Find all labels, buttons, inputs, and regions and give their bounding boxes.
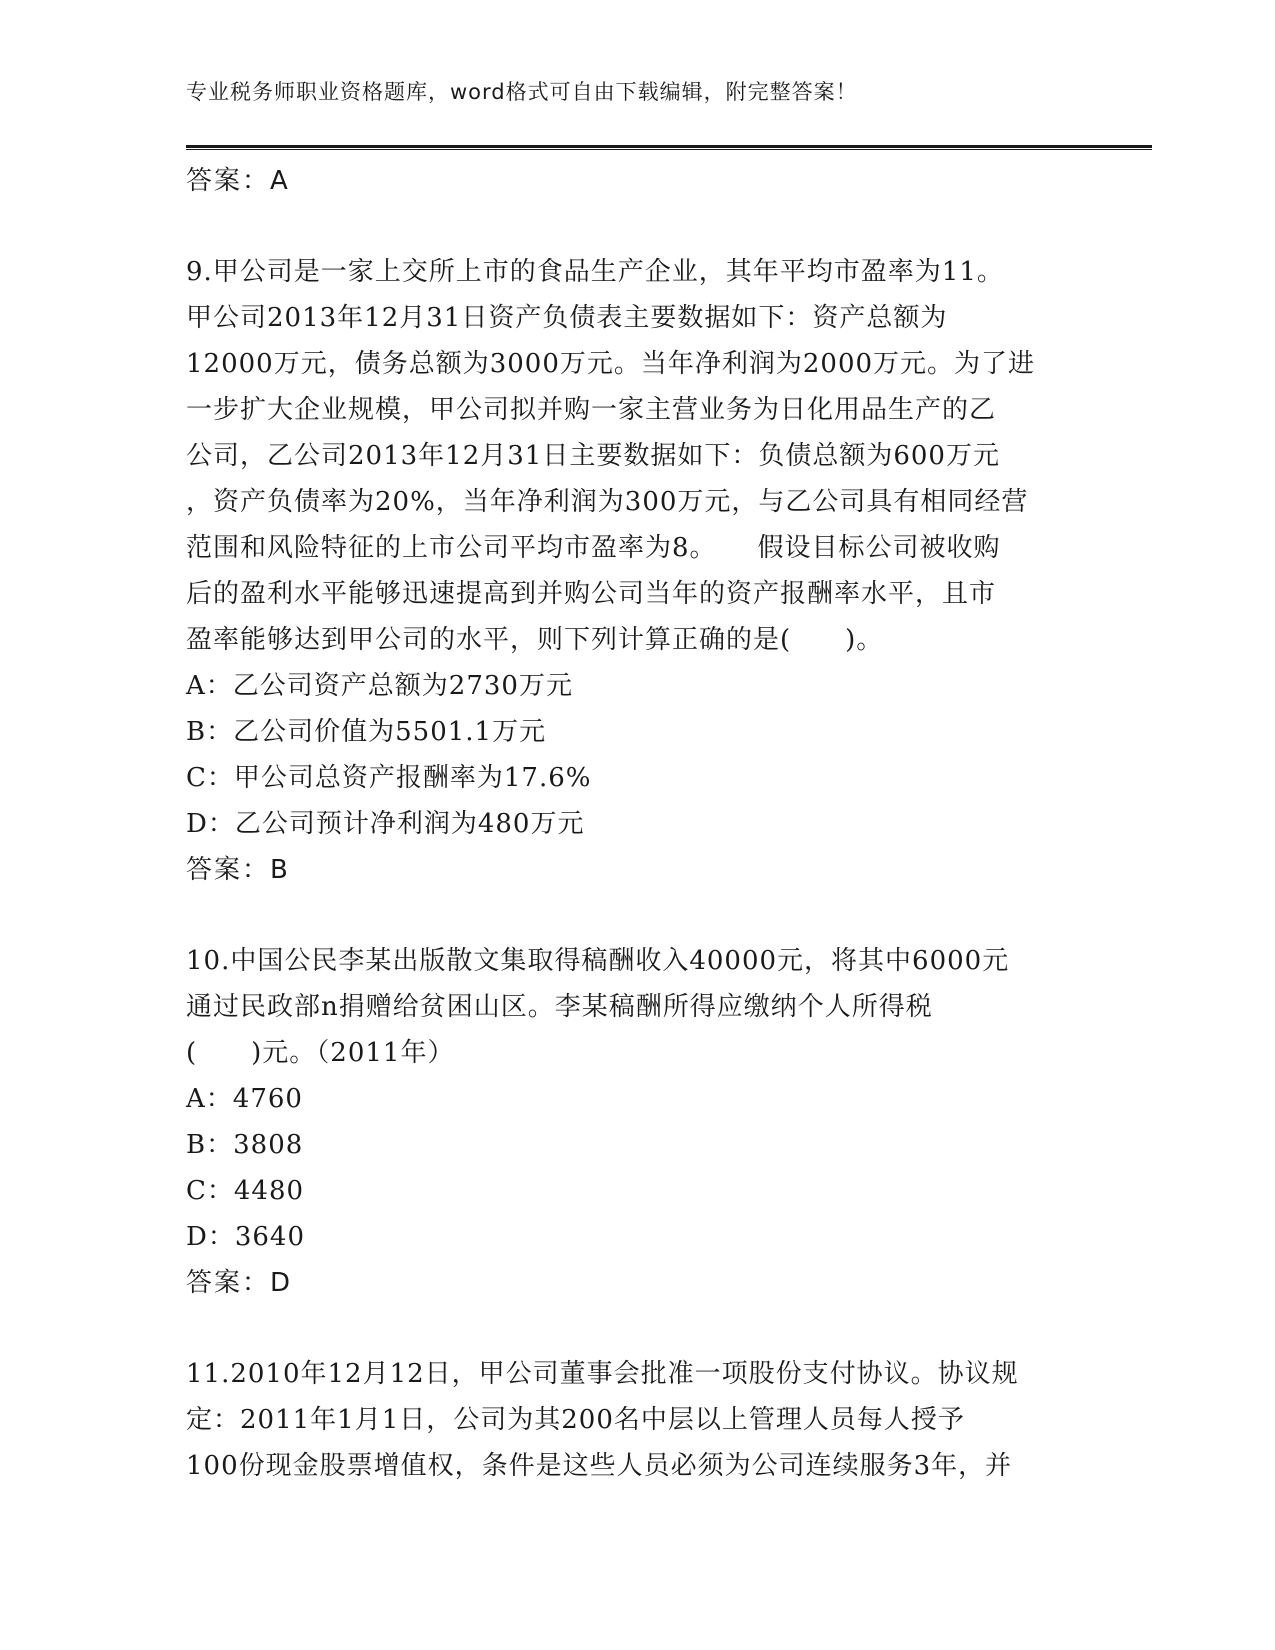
text-line: D：乙公司预计净利润为480万元 [186, 809, 585, 839]
text-line: 一步扩大企业规模，甲公司拟并购一家主营业务为日化用品生产的乙 [186, 395, 997, 425]
paragraph-gap [186, 893, 1086, 938]
text-line: 10.中国公民李某出版散文集取得稿酬收入40000元，将其中6000元 [186, 946, 1010, 976]
answer-line: 答案：B [186, 855, 290, 885]
page-header: 专业税务师职业资格题库，word格式可自由下载编辑，附完整答案！ [186, 80, 858, 104]
text-line: B：3808 [186, 1130, 304, 1160]
text-line: 通过民政部n捐赠给贫困山区。李某稿酬所得应缴纳个人所得税 [186, 992, 933, 1022]
text-line: 100份现金股票增值权，条件是这些人员必须为公司连续服务3年，并 [186, 1451, 1013, 1481]
text-line: B：乙公司价值为5501.1万元 [186, 717, 547, 747]
paragraph-gap [186, 1306, 1086, 1351]
text-line: 12000万元，债务总额为3000万元。当年净利润为2000万元。为了进 [186, 349, 1036, 379]
text-line: A：乙公司资产总额为2730万元 [186, 671, 573, 701]
text-line: A：4760 [186, 1084, 303, 1114]
text-line: 11.2010年12月12日，甲公司董事会批准一项股份支付协议。协议规 [186, 1359, 1019, 1389]
answer-line: 答案：A [186, 166, 290, 196]
paragraph-gap [186, 204, 1086, 249]
text-line: D：3640 [186, 1222, 306, 1252]
text-line: 盈率能够达到甲公司的水平，则下列计算正确的是( )。 [186, 625, 884, 655]
text-line: 定：2011年1月1日，公司为其200名中层以上管理人员每人授予 [186, 1405, 965, 1435]
text-line: 甲公司2013年12月31日资产负债表主要数据如下：资产总额为 [186, 303, 948, 333]
text-line: 范围和风险特征的上市公司平均市盈率为8。 假设目标公司被收购 [186, 533, 1001, 563]
document-body [186, 158, 1086, 1489]
text-line: 后的盈利水平能够迅速提高到并购公司当年的资产报酬率水平，且市 [186, 579, 997, 609]
answer-line: 答案：D [186, 1268, 293, 1298]
text-line: ( )元。（2011年） [186, 1038, 455, 1068]
text-line: 公司，乙公司2013年12月31日主要数据如下：负债总额为600万元 [186, 441, 1000, 471]
text-line: ，资产负债率为20%，当年净利润为300万元，与乙公司具有相同经营 [186, 487, 1029, 517]
header-rule [186, 145, 1152, 150]
text-line: 9.甲公司是一家上交所上市的食品生产企业，其年平均市盈率为11。 [186, 257, 1004, 287]
text-line: C：甲公司总资产报酬率为17.6% [186, 763, 592, 793]
text-line: C：4480 [186, 1176, 305, 1206]
